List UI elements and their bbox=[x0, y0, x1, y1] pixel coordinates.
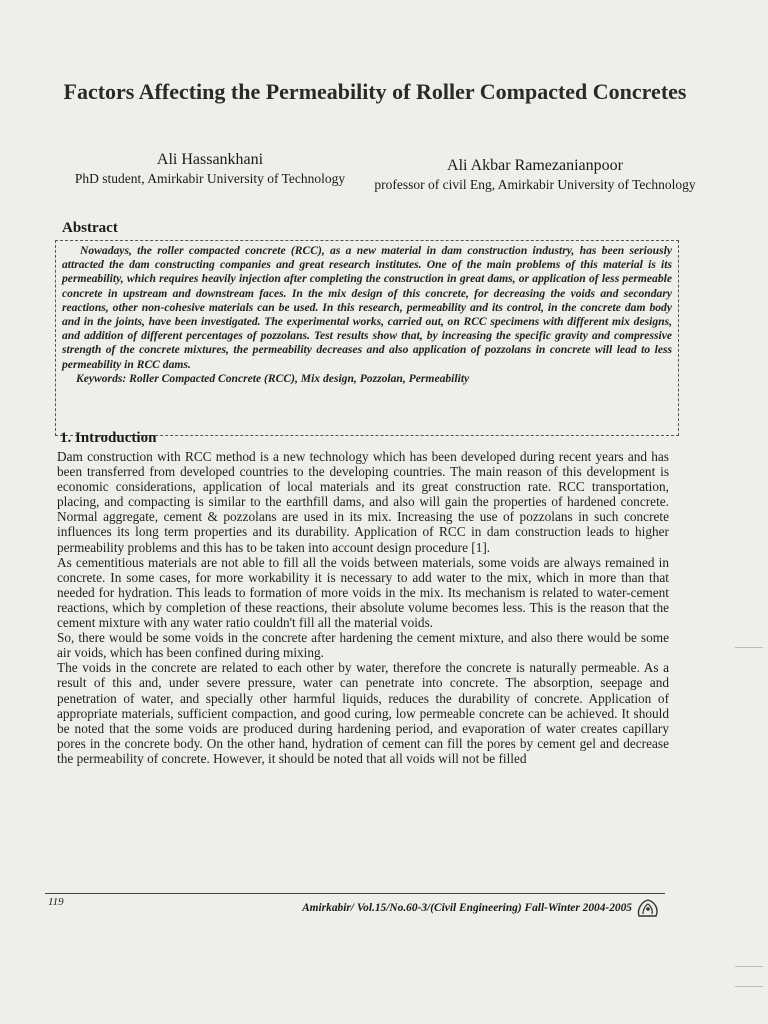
author-block-2 bbox=[370, 156, 700, 193]
introduction-body bbox=[57, 449, 669, 766]
paragraph: As cementitious materials are not able to fill all the voids between materials, some voids are always remained in concrete. In some cases, for more workability it is necessary to add water to the mix, which in more than that needed for hydration. This leads to formation of more voids in the mix. Its mechanism is related to water-cement reactions, which by completion of these reactions, their absolute volume becomes less. This is the reason that the cement mixture with any water ratio couldn't fill all the material voids. bbox=[57, 554, 669, 631]
paragraph: So, there would be some voids in the concrete after hardening the cement mixture, and also there would be some air voids, which has been confined during mixing. bbox=[57, 630, 669, 661]
paragraph: Dam construction with RCC method is a new technology which has been developed during recent years and has been transferred from developed countries to the developing countries. The main reason of this development is economic considerations, application of local materials and its great construction rate. RCC transportation, placing, and compacting is similar to the earthfill dams, and also will gain the properties of hardened concrete. Normal aggregate, cement & pozzolans are used in its mix. Increasing the use of pozzolans in such concrete influences its long term properties and its durability. Application of RCC in dam construction leads to higher permeability problems and this has to be taken into account design procedure [1]. bbox=[57, 449, 669, 555]
scan-margin-mark bbox=[735, 966, 763, 967]
page-number: 119 bbox=[48, 896, 64, 908]
footer-divider bbox=[45, 893, 665, 894]
keywords: Keywords: Roller Compacted Concrete (RCC), Mix design, Pozzolan, Permeability bbox=[76, 371, 470, 385]
abstract-text: Nowadays, the roller compacted concrete (RCC), as a new material in dam construction industry, has been seriously attracted the dam constructing companies and great research institutes. One of the main problems of this material is its permeability, which requires heavily injection after completing the construction in great dams, or application of less permeable concrete in upstream and downstream faces. In the mix design of this concrete, for decreasing the voids and secondary reactions, other non-cohesive materials can be used. In this research, permeability and its control, in the concrete dam body and in the joints, have been investigated. The experimental works, carried out, on RCC specimens with different mix designs, and addition of different percentages of pozzolans. Test results show that, by increasing the specific gravity and compressive strength of the concrete mixtures, the permeability decreases and also application of pozzolans in concrete will lead to less permeability in RCC dams. bbox=[62, 244, 672, 371]
author-affiliation: professor of civil Eng, Amirkabir University of Technology bbox=[374, 177, 696, 192]
abstract-box bbox=[55, 240, 679, 436]
scan-margin-mark bbox=[735, 986, 763, 987]
paragraph: The voids in the concrete are related to each other by water, therefore the concrete is naturally permeable. As a result of this and, under severe pressure, water can penetrate into concrete. The absorption, seepage and penetration of water, and specially other harmful liquids, reduces the durability of concrete. Application of appropriate materials, sufficient compaction, and good curing, low permeable concrete can be achieved. It should be noted that the some voids are produced during hardening period, and evaporation of water creates capillary pores in the concrete body. On the other hand, hydration of cement can fill the pores by cement gel and decrease the permeability of concrete. However, it should be noted that all voids will not be filled bbox=[57, 660, 669, 766]
paper-title: Factors Affecting the Permeability of Roller Compacted Concretes bbox=[63, 79, 687, 104]
abstract-heading: Abstract bbox=[62, 220, 118, 236]
journal-logo-icon bbox=[635, 896, 661, 920]
author-block-1 bbox=[60, 150, 360, 187]
journal-reference: Amirkabir/ Vol.15/No.60-3/(Civil Engineering) Fall-Winter 2004-2005 bbox=[302, 902, 632, 914]
author-affiliation: PhD student, Amirkabir University of Technology bbox=[74, 171, 346, 186]
author-name: Ali Akbar Ramezanianpoor bbox=[447, 157, 623, 174]
scan-margin-mark bbox=[735, 647, 763, 648]
author-name: Ali Hassankhani bbox=[156, 151, 264, 168]
section-heading-introduction: 1. Introduction bbox=[60, 430, 157, 446]
